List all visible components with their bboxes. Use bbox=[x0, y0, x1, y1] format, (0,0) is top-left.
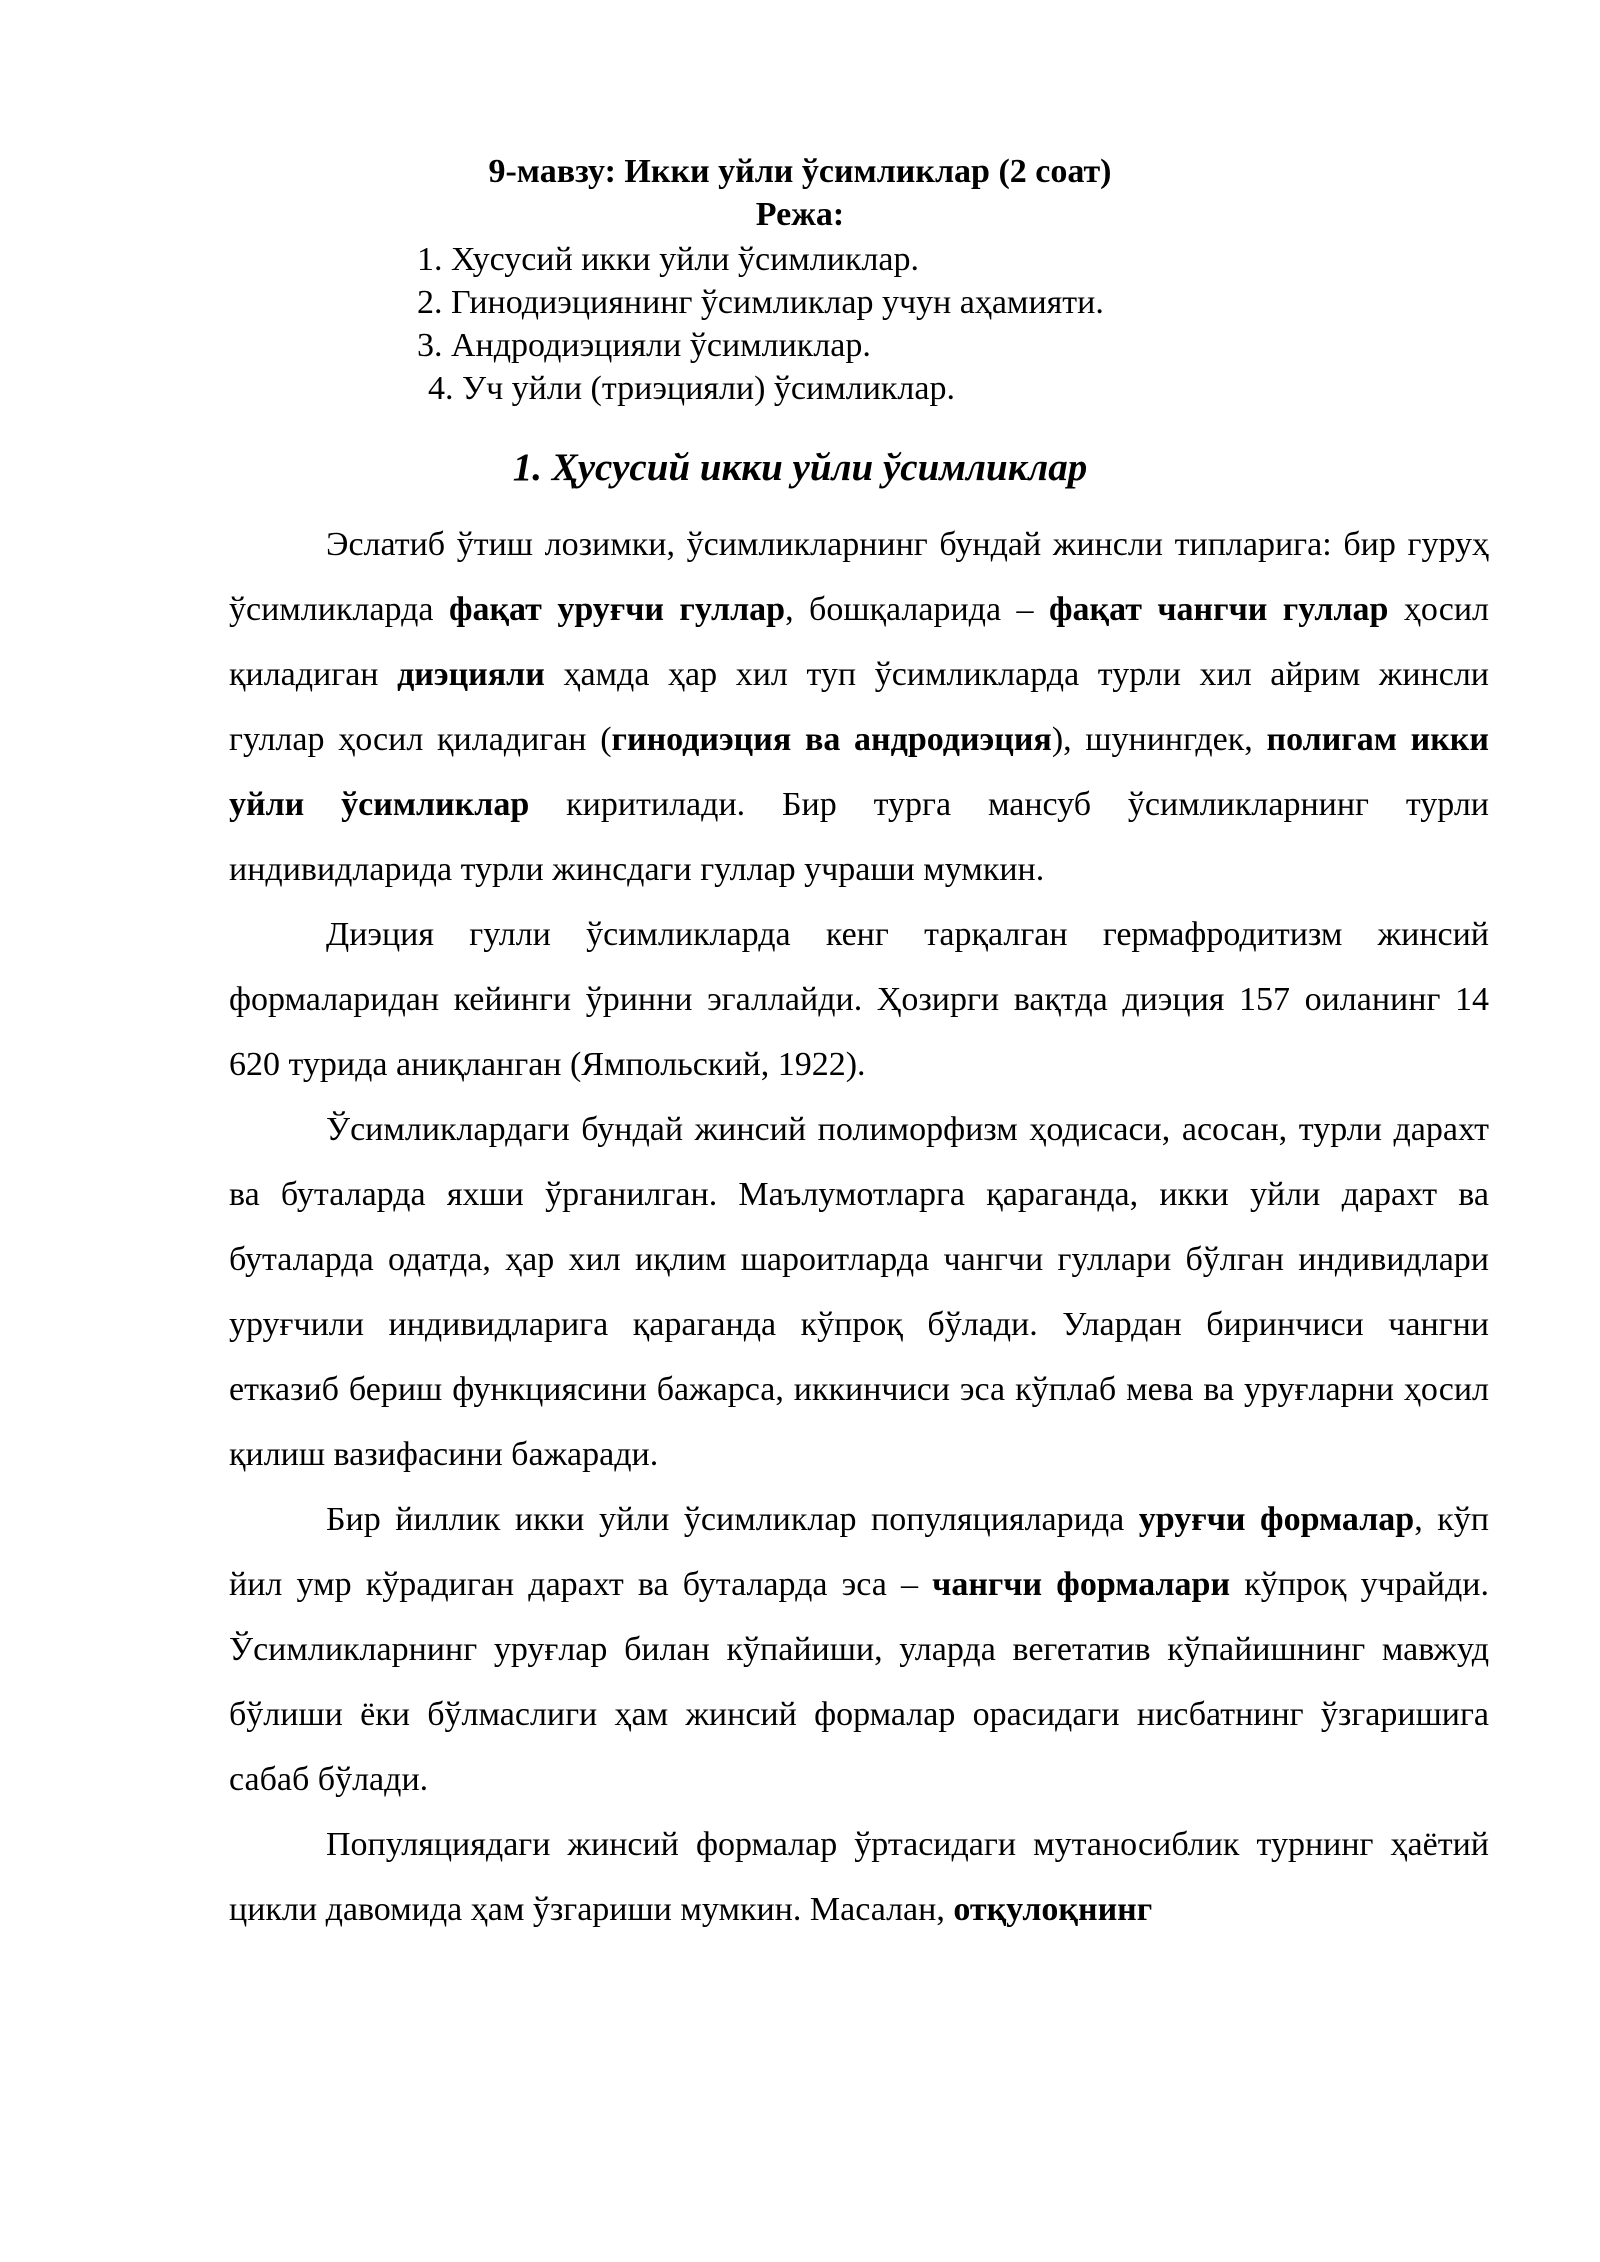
document-title: 9-мавзу: Икки уйли ўсимликлар (2 соат) bbox=[488, 153, 1112, 190]
section-title: 1. Ҳусусий икки уйли ўсимликлар bbox=[512, 446, 1088, 489]
text-run: ), шунингдек, bbox=[1051, 721, 1267, 758]
text-run: Популяциядаги жинсий формалар ўртасидаги мутаносиблик турнинг ҳаётий цикли давомида ҳам ўзгариши мумкин. Масалан, bbox=[229, 1826, 1489, 1928]
text-run: кўпроқ учрайди. Ўсимликларнинг уруғлар билан кўпайиши, уларда вегетатив кўпайишнинг мавжуд бўлиши ёки бўлмаслиги ҳам жинсий формалар орасидаги нисбатнинг ўзгаришига сабаб бўлади. bbox=[229, 1566, 1489, 1798]
text-run: Ўсимликлардаги бундай жинсий полиморфизм ҳодисаси, асосан, турли дарахт ва буталарда яхши ўрганилган. Маълумотларга қараганда, икки уйли дарахт ва буталарда одатда, ҳар хил иқлим шароитларда чангчи гуллари бўлган индивидлари уруғчили индивидларига қараганда кўпроқ бўлади. Улардан биринчиси чангни етказиб бериш функциясини бажарса, иккинчиси эса кўплаб мева ва уруғларни ҳосил қилиш вазифасини бажаради. bbox=[229, 1111, 1489, 1473]
plan-item: 1. Хусусий икки уйли ўсимликлар. bbox=[417, 241, 920, 278]
text-run: ҳосил қиладиган bbox=[229, 591, 1490, 693]
paragraph bbox=[229, 1097, 1489, 1487]
paragraph bbox=[229, 1487, 1489, 1812]
bold-term: чангчи формалари bbox=[932, 1566, 1231, 1603]
bold-term: гинодиэция ва андродиэция bbox=[611, 721, 1052, 758]
bold-term: полигам икки уйли ўсимликлар bbox=[229, 721, 1489, 823]
body-text bbox=[229, 512, 1489, 1942]
text-run: ҳамда ҳар хил туп ўсимликларда турли хил айрим жинсли гуллар ҳосил қиладиган ( bbox=[229, 656, 1489, 758]
plan-item: 3. Андродиэцияли ўсимликлар. bbox=[417, 327, 871, 364]
text-run: Диэция гулли ўсимликларда кенг тарқалган гермафродитизм жинсий формаларидан кейинги ўринни эгаллайди. Ҳозирги вақтда диэция 157 оиланинг 14 620 турида аниқланган (Ямпольский, 1922). bbox=[229, 916, 1489, 1083]
text-run: киритилади. Бир турга мансуб ўсимликларнинг турли индивидларида турли жинсдаги гуллар учраши мумкин. bbox=[229, 786, 1490, 888]
plan-list bbox=[417, 238, 1104, 410]
text-run: Бир йиллик икки уйли ўсимликлар популяцияларида bbox=[326, 1501, 1139, 1538]
bold-term: отқулоқнинг bbox=[953, 1891, 1153, 1928]
plan-item: 4. Уч уйли (триэцияли) ўсимликлар. bbox=[428, 370, 955, 407]
text-run: Эслатиб ўтиш лозимки, ўсимликларнинг бундай жинсли типларига: бир гуруҳ ўсимликларда bbox=[229, 526, 1489, 628]
paragraph bbox=[229, 1812, 1489, 1942]
plan-heading: Режа: bbox=[755, 196, 845, 233]
text-run: , кўп йил умр кўрадиган дарахт ва буталарда эса – bbox=[229, 1501, 1489, 1603]
plan-item: 2. Гинодиэциянинг ўсимликлар учун аҳамияти. bbox=[417, 284, 1104, 321]
bold-term: диэцияли bbox=[397, 656, 545, 693]
bold-term: фақат чангчи гуллар bbox=[1048, 591, 1389, 628]
bold-term: фақат уруғчи гуллар bbox=[448, 591, 786, 628]
paragraph bbox=[229, 902, 1489, 1097]
bold-term: уруғчи формалар bbox=[1138, 1501, 1415, 1538]
paragraph bbox=[229, 512, 1489, 902]
text-run: , бошқаларида – bbox=[785, 591, 1049, 628]
